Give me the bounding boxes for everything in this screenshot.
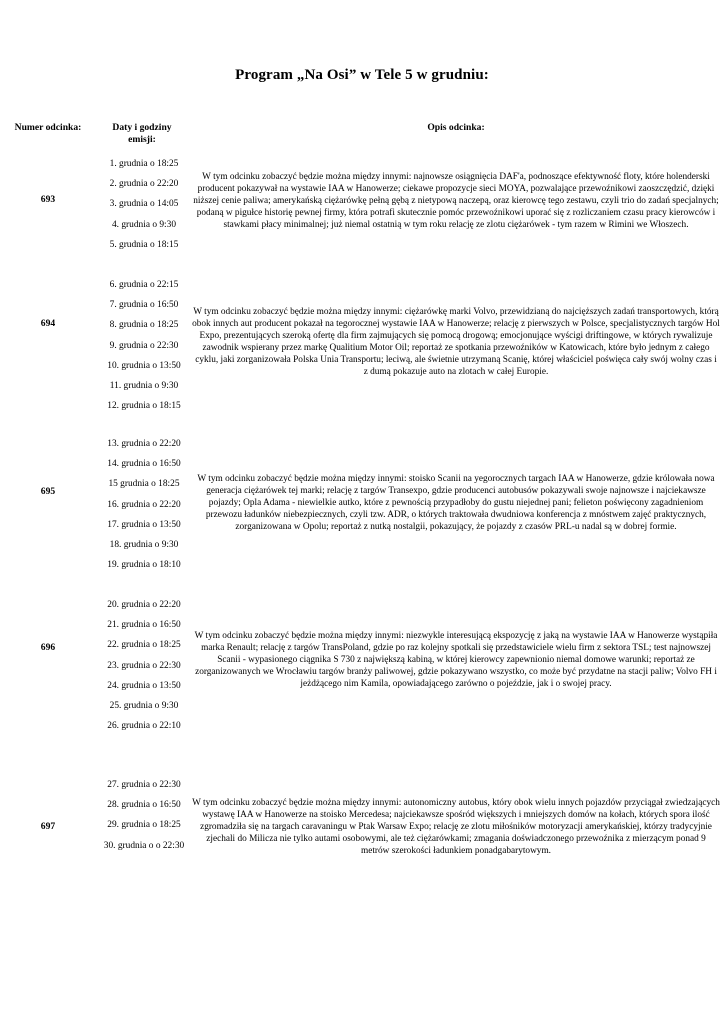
air-date: 16. grudnia o 22:20 (107, 499, 181, 510)
episode-description: W tym odcinku zobaczyć będzie można między innymi: niezwykle interesującą ekspozycję z jaką na wystawie IAA w Hanowerze wystąpiła marka Renault; relację z targów TransPoland, gdzie po raz kolejny spotkali się przedstawiciele wielu firm z sektora TSL; test najnowszej Scanii - wypasionego ciągnika S 730 z największą kabiną, w której kierowcy zapewnionio niemal domowe warunki; reportaż ze zorganizowanych we Wrocławiu targów branży paliwowej, gdzie pokazywano wszystko, co może być przydatne na stacji paliw; Volvo FH i jeżdżącego nim Kamila, opowiadającego zarówno o pojeździe, jak i o swojej pracy. (194, 631, 718, 690)
episode-row (0, 776, 724, 866)
header-air-dates: Daty i godziny emisji: (112, 122, 172, 145)
air-date: 19. grudnia o 18:10 (107, 560, 181, 571)
document-title: Program „Na Osi” w Tele 5 w grudniu: (235, 67, 489, 83)
air-date: 22. grudnia o 18:25 (107, 640, 181, 651)
air-date: 20. grudnia o 22:20 (107, 600, 181, 610)
episode-description: W tym odcinku zobaczyć będzie można między innymi: stoisko Scanii na yegorocznych targach IAA w Hanowerze, gdzie królowała nowa generacja ciężarówek tej marki; relację z targów Transexpo, gdzie producenci autobusów pokazywali swoje najnowsze i najciekawsze pojazdy; Opla Adama - niewielkie autko, które z pewnością przypadłoby do gustu niejednej pani; felieton poświęcony zagadnieniom przewozu ładunków niebezpiecznych, czyli tzw. ADR, o których traktowała dwudniowa konferencja z mnóstwem zajęć praktycznych, zorganizowana w Opolu; reportaż z nutką nostalgii, pokazujący, że pojazdy z czasów PRL-u nadal są w dobrej formie. (197, 474, 715, 533)
air-dates-list (98, 598, 190, 739)
episode-row (0, 596, 724, 736)
episode-row (0, 435, 724, 575)
air-date: 21. grudnia o 16:50 (107, 620, 181, 631)
episode-row (0, 276, 724, 416)
air-date: 10. grudnia o 13:50 (107, 360, 181, 371)
episode-number: 697 (40, 821, 56, 832)
episode-description: W tym odcinku zobaczyć będzie można między innymi: ciężarówkę marki Volvo, przewidzianą do najcięższych zadań transportowych, którą obok innych aut producent pokazał na tegorocznej wystawie IAA w Hanowerze; relację z pierwszych w Polsce, specjalistycznych targów Hol Expo, prezentujących szeroką ofertę dla firm zajmujących się pomocą drogową; emocjonujące wyścigi driftingowe, w których rywalizuje zawodnik wspierany przez markę Qualitium Motor Oil; reportaż ze spotkania przewoźników w Katowicach, które było jednym z całego cyklu, jaki zorganizowała Polska Unia Transportu; leciwą, ale świetnie utrzymaną Scanię, której właściciel poświęca cały swój wolny czas i z dumą pokazuje auto na zlotach w całej Europie. (192, 307, 720, 378)
episode-row (0, 153, 724, 263)
episode-number: 696 (40, 642, 56, 653)
air-date: 3. grudnia o 14:05 (109, 199, 179, 210)
header-description: Opis odcinka: (427, 122, 485, 133)
air-dates-list (98, 157, 190, 258)
air-date: 30. grudnia o o 22:30 (103, 840, 185, 851)
air-date: 29. grudnia o 18:25 (107, 820, 181, 831)
air-date: 23. grudnia o 22:30 (107, 660, 181, 671)
air-date: 7. grudnia o 16:50 (109, 300, 179, 311)
air-date: 14. grudnia o 16:50 (107, 459, 181, 470)
episode-number: 693 (40, 194, 56, 205)
air-date: 11. grudnia o 9:30 (109, 380, 179, 391)
air-dates-list (98, 437, 190, 578)
air-date: 24. grudnia o 13:50 (107, 680, 181, 691)
air-date: 26. grudnia o 22:10 (107, 721, 181, 732)
air-date: 6. grudnia o 22:15 (109, 280, 179, 290)
air-date: 4. grudnia o 9:30 (111, 219, 177, 230)
air-date: 27. grudnia o 22:30 (107, 780, 181, 790)
air-date: 28. grudnia o 16:50 (107, 800, 181, 811)
episode-description: W tym odcinku zobaczyć będzie można między innymi: najnowsze osiągnięcia DAF'a, podnoszące efektywność floty, które holenderski producent pokazywał na wystawie IAA w Hanowerze; ciekawe propozycje sieci MOYA, pozwalające przewoźnikowi zaoszczędzić, dzięki niższej cenie paliwa; amerykańską ciężarówkę pełną gębą z nietypową naczepą, oraz kierowcę tego zestawu, czyli trio do zadań specjalnych; podaną w pigułce historię pewnej firmy, która potrafi skutecznie pomóc przewoźnikowi uporać się z rozliczaniem czasu pracy kierowców i stawkami płacy minimalnej; już niemal ostatnią w tym roku relację ze zlotu ciężarówek - tym razem w Rimini we Włoszech. (193, 172, 719, 231)
air-date: 17. grudnia o 13:50 (107, 519, 181, 530)
air-date: 8. grudnia o 18:25 (109, 320, 179, 331)
air-date: 15 grudnia o 18:25 (108, 479, 180, 490)
air-dates-list (98, 778, 190, 859)
episode-number: 695 (40, 486, 56, 497)
air-date: 2. grudnia o 22:20 (109, 179, 179, 190)
episode-number: 694 (40, 318, 56, 329)
air-date: 13. grudnia o 22:20 (107, 439, 181, 449)
air-date: 1. grudnia o 18:25 (109, 159, 179, 169)
air-date: 5. grudnia o 18:15 (109, 239, 179, 250)
episode-description: W tym odcinku zobaczyć będzie można między innymi: autonomiczny autobus, który obok wielu innych pojazdów przyciągał zwiedzających wystawę IAA w Hanowerze na stoisko Mercedesa; najciekawsze spośród większych i mniejszych domów na kołach, których spora ilość zgromadziła się na targach caravaningu w Ptak Warsaw Expo; relację ze zlotu miłośników motoryzacji amerykańskiej, którzy tradycyjnie zjechali do Milicza nie tylko autami osobowymi, ale też ciężarówkami; zmagania doświadczonego przewoźnika z mierzącym ponad 9 metrów szerokości ładunkiem ponadgabarytowym. (192, 798, 720, 857)
header-episode-number: Numer odcinka: (14, 122, 82, 133)
air-date: 12. grudnia o 18:15 (107, 401, 181, 412)
air-date: 9. grudnia o 22:30 (109, 340, 179, 351)
air-dates-list (98, 278, 190, 419)
air-date: 18. grudnia o 9:30 (109, 539, 179, 550)
air-date: 25. grudnia o 9:30 (109, 700, 179, 711)
